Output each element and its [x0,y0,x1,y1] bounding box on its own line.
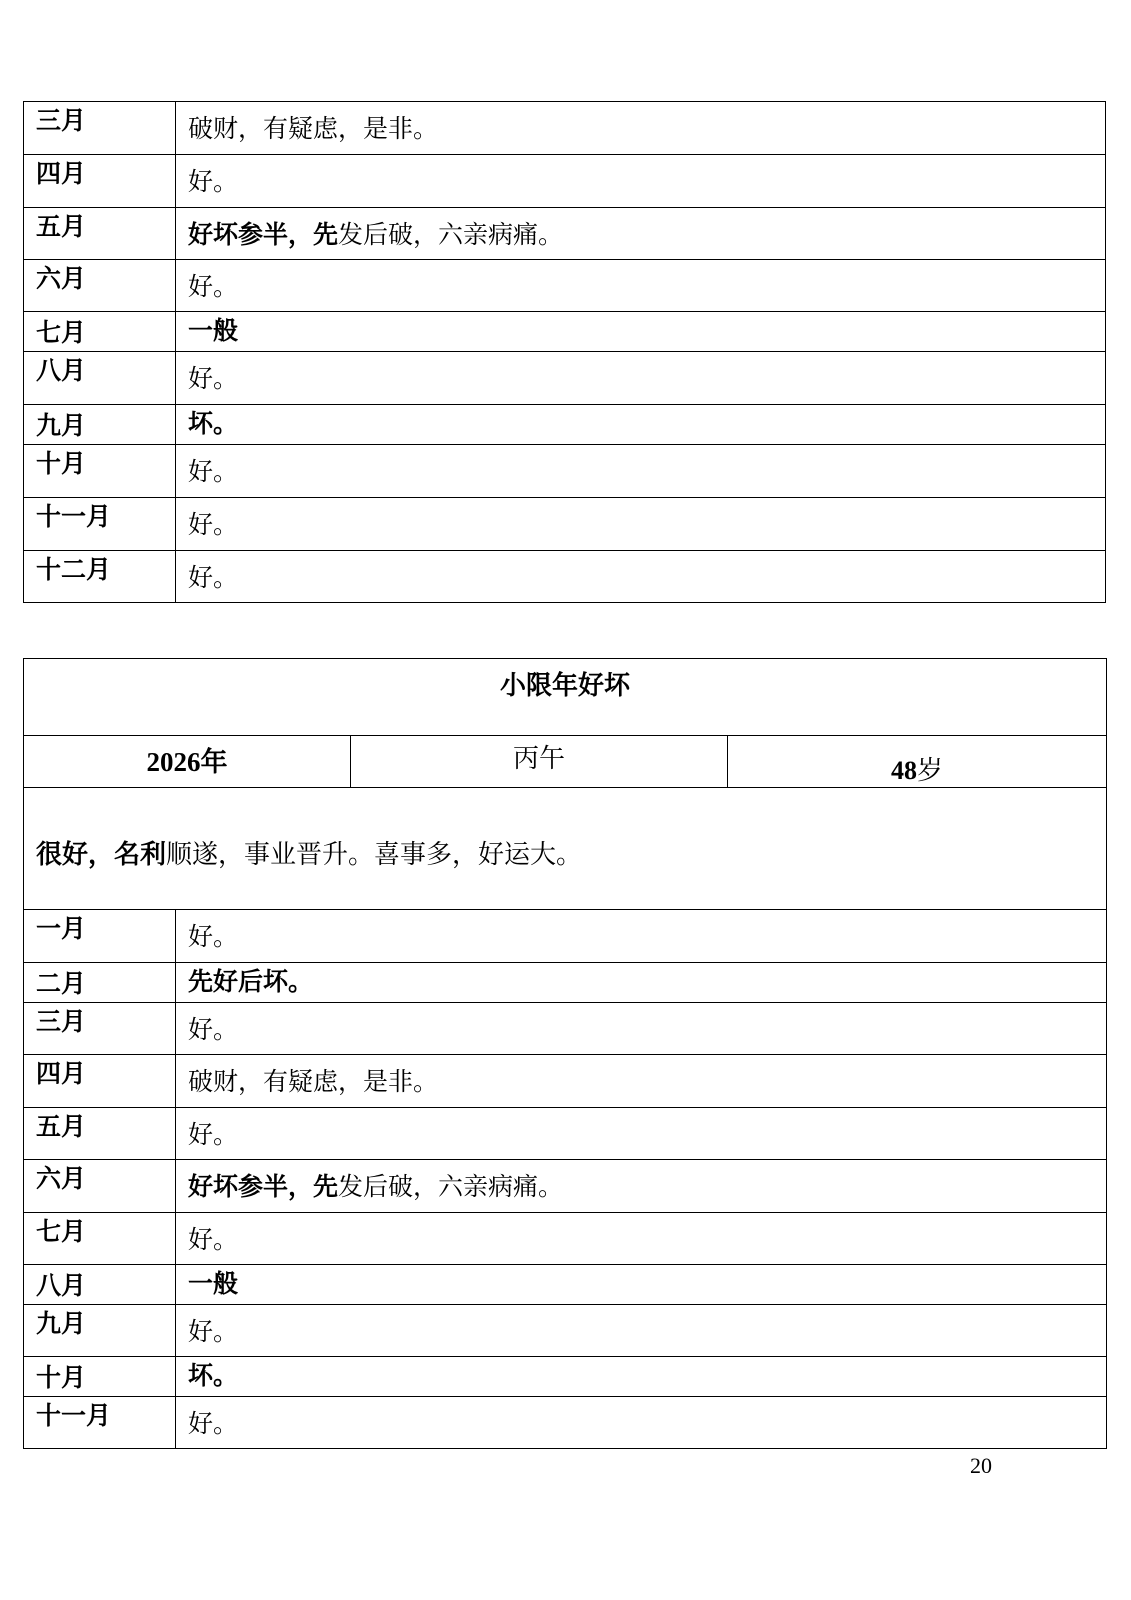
month-label: 二月 [24,963,176,1003]
table-row [24,1003,1107,1055]
fortune-text-bold: 好坏参半，先 [188,1172,339,1201]
table-row [24,1055,1107,1108]
year-info-row [24,736,1107,788]
table-row [24,1305,1107,1357]
table-row [24,1357,1107,1397]
table-row [24,312,1106,352]
page-number: 20 [970,1453,992,1478]
month-label: 四月 [24,155,176,208]
month-fortune-text [176,208,1106,260]
month-fortune-text: 好。 [176,551,1106,603]
month-fortune-text [176,1357,1107,1397]
table-row [24,963,1107,1003]
table-row [24,352,1106,405]
ganzhi-value: 丙午 [351,736,728,788]
table-row [24,155,1106,208]
month-label: 五月 [24,1108,176,1160]
table-title-row [24,659,1107,736]
fortune-text-bold: 好坏参半，先 [188,220,339,249]
year-value: 2026年 [24,736,351,788]
month-fortune-text: 破财，有疑虑，是非。 [176,102,1106,155]
month-label: 十一月 [24,1397,176,1449]
month-fortune-text: 好。 [176,1213,1107,1265]
table-row [24,1160,1107,1213]
monthly-fortune-table-previous [23,101,1106,603]
month-label: 七月 [24,1213,176,1265]
table-row [24,445,1106,498]
fortune-text-bold: 一般 [188,1269,239,1298]
month-label: 八月 [24,352,176,405]
table-row [24,405,1106,445]
month-label: 七月 [24,312,176,352]
fortune-text-bold: 先好后坏。 [188,967,314,996]
summary-row [24,788,1107,910]
age-unit: 岁 [917,756,944,785]
month-label: 九月 [24,1305,176,1357]
month-label: 九月 [24,405,176,445]
table-row [24,1397,1107,1449]
month-label: 三月 [24,102,176,155]
month-fortune-text: 好。 [176,352,1106,405]
month-fortune-text [176,405,1106,445]
year-summary [24,788,1107,910]
month-fortune-text [176,963,1107,1003]
month-fortune-text: 好。 [176,155,1106,208]
month-label: 十二月 [24,551,176,603]
month-label: 四月 [24,1055,176,1108]
summary-text-bold: 很好，名利 [36,840,167,870]
table-row [24,498,1106,551]
month-fortune-text: 好。 [176,260,1106,312]
table-row [24,910,1107,963]
table-row [24,260,1106,312]
table-row [24,102,1106,155]
table-row [24,1108,1107,1160]
xiaoxian-year-fortune-table [23,658,1107,1449]
fortune-text-bold: 一般 [188,316,239,345]
table-row [24,208,1106,260]
month-fortune-text: 好。 [176,1108,1107,1160]
month-label: 三月 [24,1003,176,1055]
month-label: 六月 [24,1160,176,1213]
month-fortune-text [176,1160,1107,1213]
summary-text-normal: 顺遂，事业晋升。喜事多，好运大。 [166,840,583,870]
month-fortune-text [176,1265,1107,1305]
month-label: 五月 [24,208,176,260]
table-title: 小限年好坏 [24,659,1107,736]
table-row [24,551,1106,603]
fortune-text-normal: 发后破，六亲病痛。 [338,1172,564,1201]
month-fortune-text: 好。 [176,498,1106,551]
month-label: 十月 [24,1357,176,1397]
month-label: 八月 [24,1265,176,1305]
month-label: 一月 [24,910,176,963]
month-fortune-text: 好。 [176,1305,1107,1357]
month-fortune-text: 好。 [176,1003,1107,1055]
fortune-text-normal: 发后破，六亲病痛。 [338,220,564,249]
age-number: 48 [891,756,917,785]
month-label: 十月 [24,445,176,498]
table-row [24,1265,1107,1305]
month-fortune-text: 好。 [176,445,1106,498]
fortune-text-bold: 坏。 [188,409,239,438]
table-row [24,1213,1107,1265]
month-label: 六月 [24,260,176,312]
month-fortune-text: 破财，有疑虑，是非。 [176,1055,1107,1108]
month-fortune-text: 好。 [176,1397,1107,1449]
month-label: 十一月 [24,498,176,551]
month-fortune-text [176,312,1106,352]
month-fortune-text: 好。 [176,910,1107,963]
age-value [728,736,1107,788]
fortune-text-bold: 坏。 [188,1361,239,1390]
